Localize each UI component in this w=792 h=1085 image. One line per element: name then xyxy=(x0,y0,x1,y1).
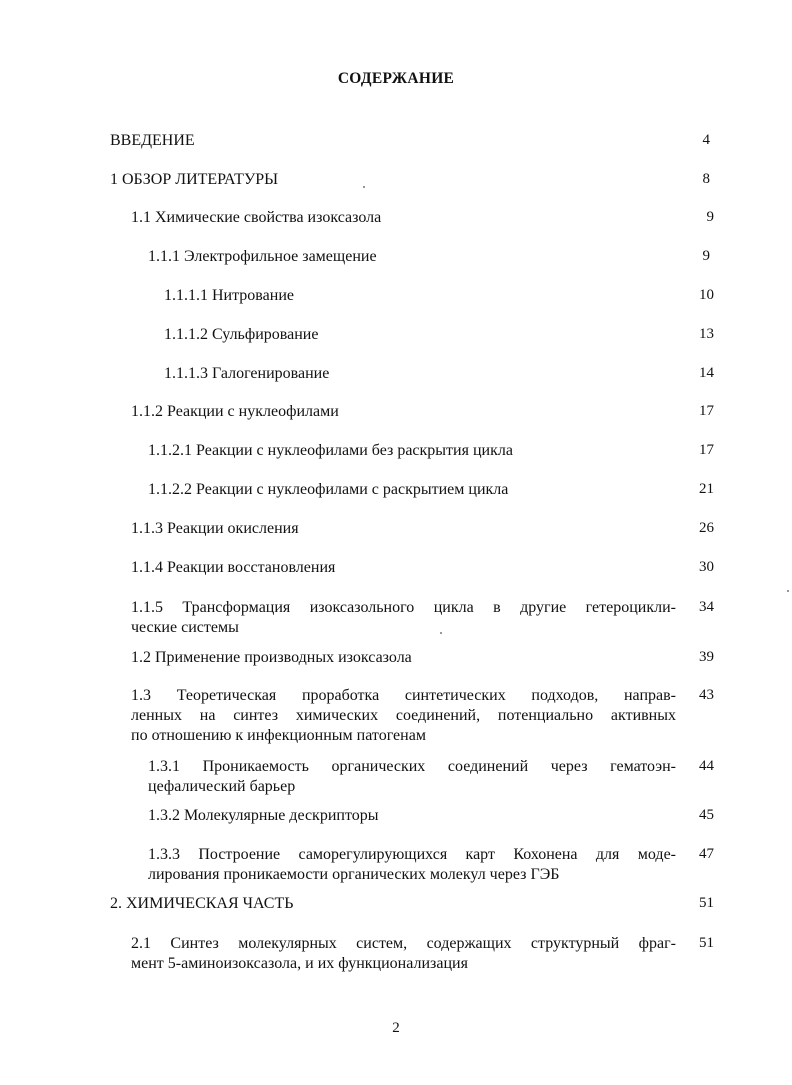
toc-entry xyxy=(131,207,714,228)
toc-entry xyxy=(148,805,714,826)
toc-entry xyxy=(164,363,714,384)
page-number: 2 xyxy=(392,1020,400,1036)
toc-entry-title: 1.1.1.2 Сульфирование xyxy=(164,326,319,343)
toc-entry-continuation: лирования проникаемости органических молекул через ГЭБ xyxy=(148,866,560,883)
toc-entry-continuation: цефалический барьер xyxy=(148,778,296,795)
toc-entry xyxy=(148,756,714,777)
toc-entry-title: 2. ХИМИЧЕСКАЯ ЧАСТЬ xyxy=(110,895,294,912)
toc-entry-title: 1.1.2.1 Реакции с нуклеофилами без раскрытия цикла xyxy=(148,442,513,459)
toc-entry-title: 1.3.3 Построение саморегулирующихся карт Кохонена для моде- xyxy=(148,846,676,863)
toc-entry-continuation: ленных на синтез химических соединений, потенциально активных xyxy=(131,707,676,724)
toc-entry-page: 47 xyxy=(699,846,714,862)
toc-entry-continuation: мент 5-аминоизоксазола, и их функционализация xyxy=(131,955,468,972)
toc-entry-title: 1.3.1 Проникаемость органических соединений через гематоэн- xyxy=(148,758,676,775)
toc-entry xyxy=(148,479,714,500)
toc-entry xyxy=(131,685,714,706)
toc-entry-title: 1.1.2 Реакции с нуклеофилами xyxy=(131,403,339,420)
toc-entry xyxy=(164,285,714,306)
toc-entry xyxy=(131,518,714,539)
toc-entry xyxy=(131,933,714,954)
toc-entry-continuation: по отношению к инфекционным патогенам xyxy=(131,727,426,744)
toc-entry-page: 9 xyxy=(702,248,710,264)
toc-entry-page: 30 xyxy=(699,559,714,575)
scan-speck xyxy=(363,186,365,188)
toc-entry-page: 13 xyxy=(699,326,714,342)
toc-entry-title: ВВЕДЕНИЕ xyxy=(110,132,195,149)
page-title: СОДЕРЖАНИЕ xyxy=(337,70,455,87)
toc-entry-title: 1.1.1.3 Галогенирование xyxy=(164,365,330,382)
toc-entry-continuation: ческие системы xyxy=(131,619,239,636)
toc-entry-page: 10 xyxy=(699,287,714,303)
toc-entry-title: 1.3.2 Молекулярные дескрипторы xyxy=(148,807,379,824)
toc-entry-page: 17 xyxy=(699,403,714,419)
toc-entry xyxy=(110,169,710,190)
scan-speck xyxy=(787,590,789,592)
scan-speck xyxy=(440,632,442,634)
toc-entry xyxy=(148,246,710,267)
toc-entry-page: 21 xyxy=(699,481,714,497)
toc-entry-title: 1.1.5 Трансформация изоксазольного цикла в другие гетероцикли- xyxy=(131,599,676,616)
toc-entry-title: 1.1.3 Реакции окисления xyxy=(131,520,299,537)
toc-entry-page: 39 xyxy=(699,649,714,665)
toc-entry-page: 8 xyxy=(702,171,710,187)
toc-entry xyxy=(131,647,714,668)
toc-entry-title: 1.1.1.1 Нитрование xyxy=(164,287,294,304)
toc-entry-title: 1.1.1 Электрофильное замещение xyxy=(148,248,377,265)
toc-entry xyxy=(131,597,714,618)
toc-entry-page: 14 xyxy=(699,365,714,381)
toc-entry xyxy=(110,130,710,151)
toc-entry-page: 43 xyxy=(699,687,714,703)
toc-entry-title: 1.3 Теоретическая проработка синтетических подходов, направ- xyxy=(131,687,676,704)
toc-entry-page: 51 xyxy=(699,895,714,911)
toc-entry xyxy=(148,844,714,865)
toc-entry-page: 17 xyxy=(699,442,714,458)
toc-entry-title: 1.1.2.2 Реакции с нуклеофилами с раскрытием цикла xyxy=(148,481,509,498)
toc-entry-title: 2.1 Синтез молекулярных систем, содержащих структурный фраг- xyxy=(131,935,676,952)
toc-entry-page: 34 xyxy=(699,599,714,615)
toc-entry-page: 4 xyxy=(702,132,710,148)
toc-entry-title: 1.2 Применение производных изоксазола xyxy=(131,649,412,666)
toc-entry xyxy=(164,324,714,345)
toc-entry xyxy=(148,440,714,461)
toc-entry-page: 45 xyxy=(699,807,714,823)
toc-entry xyxy=(131,557,714,578)
toc-entry-title: 1.1.4 Реакции восстановления xyxy=(131,559,336,576)
toc-entry-page: 44 xyxy=(699,758,714,774)
toc-entry-page: 9 xyxy=(706,209,714,225)
toc-entry xyxy=(131,401,714,422)
toc-entry-title: 1 ОБЗОР ЛИТЕРАТУРЫ xyxy=(110,171,279,188)
toc-entry-page: 26 xyxy=(699,520,714,536)
toc-entry xyxy=(110,893,714,914)
toc-entry-title: 1.1 Химические свойства изоксазола xyxy=(131,209,382,226)
toc-entry-page: 51 xyxy=(699,935,714,951)
